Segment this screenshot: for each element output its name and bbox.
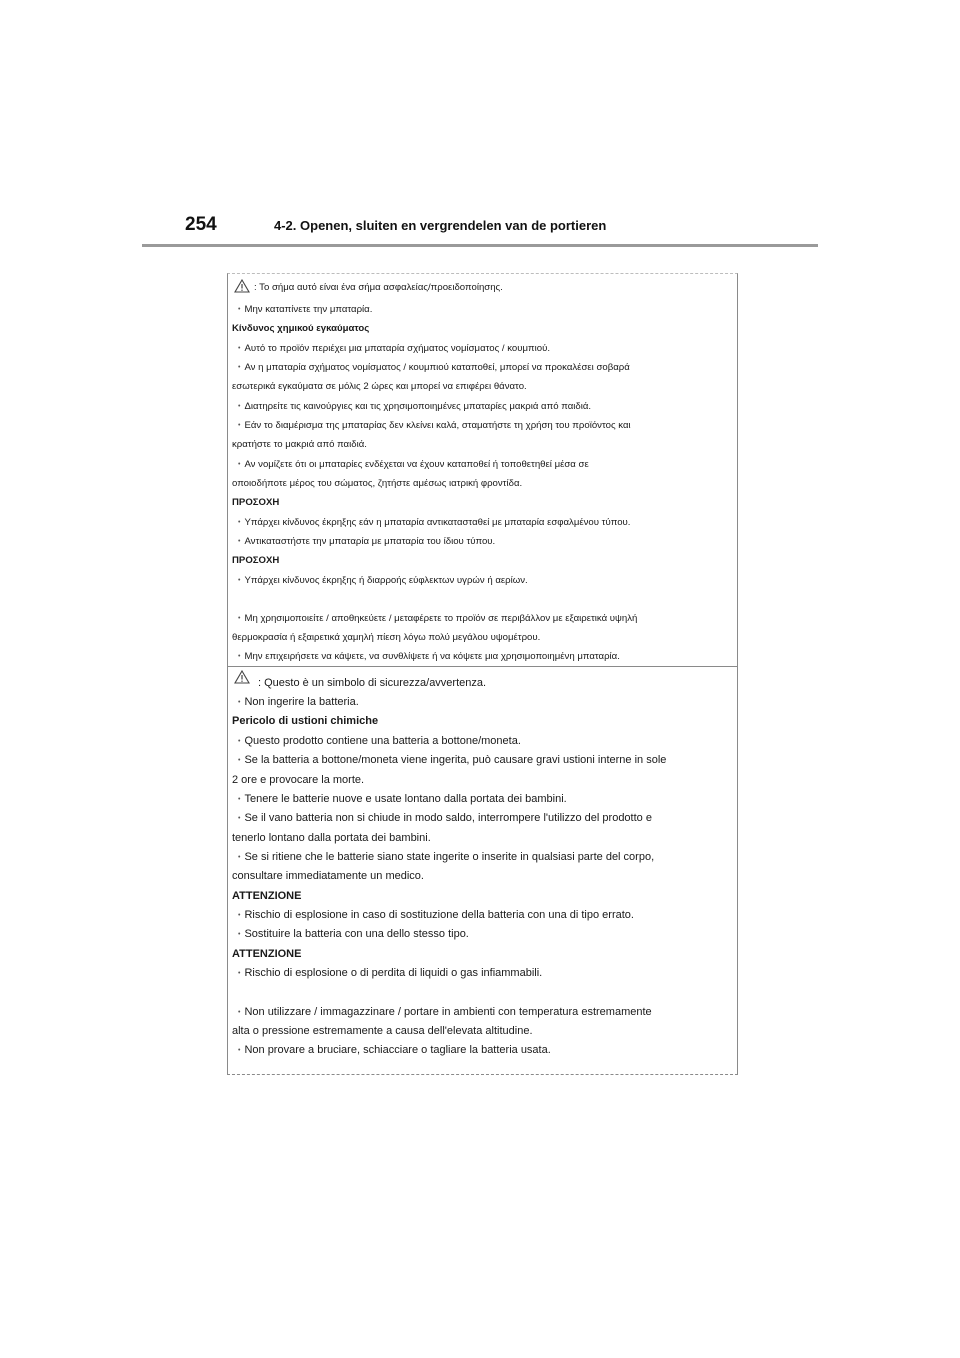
italian-warning-section (228, 667, 737, 1074)
list-item-continuation: εσωτερικά εγκαύματα σε μόλις 2 ώρες και μπορεί να επιφέρει θάνατο. (232, 381, 527, 392)
list-item: • Sostituire la batteria con una dello stesso tipo. (238, 928, 469, 940)
list-item-continuation: alta o pressione estremamente a causa dell'elevata altitudine. (232, 1025, 533, 1037)
list-item: • Tenere le batterie nuove e usate lontano dalla portata dei bambini. (238, 793, 567, 805)
list-item: • Υπάρχει κίνδυνος έκρηξης ή διαρροής εύφλεκτων υγρών ή αερίων. (238, 575, 528, 586)
greek-warning-section (228, 274, 737, 666)
warning-triangle-icon (234, 670, 250, 684)
list-item: • Non utilizzare / immagazzinare / portare in ambienti con temperatura estremamente (238, 1006, 652, 1018)
list-item: • Non provare a bruciare, schiacciare o tagliare la batteria usata. (238, 1044, 551, 1056)
list-item: • Υπάρχει κίνδυνος έκρηξης εάν η μπαταρία αντικατασταθεί με μπαταρία εσφαλμένου τύπου. (238, 517, 630, 528)
list-item-continuation: οποιοδήποτε μέρος του σώματος, ζητήστε αμέσως ιατρική φροντίδα. (232, 478, 523, 489)
page-number: 254 (185, 214, 217, 235)
list-item: • Αυτό το προϊόν περιέχει μια μπαταρία σχήματος νομίσματος / κουμπιού. (238, 343, 550, 354)
list-item: • Εάν το διαμέρισμα της μπαταρίας δεν κλείνει καλά, σταματήστε τη χρήση του προϊόντος και (238, 420, 631, 431)
list-item-continuation: 2 ore e provocare la morte. (232, 774, 365, 786)
list-item: • Αν νομίζετε ότι οι μπαταρίες ενδέχεται να έχουν καταποθεί ή τοποθετηθεί μέσα σε (238, 459, 589, 470)
list-item-continuation: θερμοκρασία ή εξαιρετικά χαμηλή πίεση λόγω πολύ μεγάλου υψομέτρου. (232, 632, 541, 643)
list-item: • Non ingerire la batteria. (238, 696, 359, 708)
list-item: • Αν η μπαταρία σχήματος νομίσματος / κουμπιού καταποθεί, μπορεί να προκαλέσει σοβαρά (238, 362, 630, 373)
section-heading: ATTENZIONE (232, 890, 302, 902)
battery-warning-box (227, 273, 738, 1075)
list-item: • Rischio di esplosione in caso di sostituzione della batteria con una di tipo errato. (238, 909, 634, 921)
list-item: • Διατηρείτε τις καινούργιες και τις χρησιμοποιημένες μπαταρίες μακριά από παιδιά. (238, 401, 591, 412)
section-heading: ATTENZIONE (232, 948, 302, 960)
list-item: • Μην επιχειρήσετε να κάψετε, να συνθλίψετε ή να κόψετε μια χρησιμοποιημένη μπαταρία. (238, 651, 620, 662)
list-item: • Se il vano batteria non si chiude in modo saldo, interrompere l'utilizzo del prodotto e (238, 812, 652, 824)
section-heading: ΠΡΟΣΟΧΗ (232, 497, 280, 508)
safety-symbol-text: : Το σήμα αυτό είναι ένα σήμα ασφαλείας/προειδοποίησης. (254, 282, 503, 293)
list-item-continuation: κρατήστε το μακριά από παιδιά. (232, 439, 367, 450)
list-item: • Αντικαταστήστε την μπαταρία με μπαταρία του ίδιου τύπου. (238, 536, 495, 547)
list-item: • Questo prodotto contiene una batteria a bottone/moneta. (238, 735, 521, 747)
list-item: • Μη χρησιμοποιείτε / αποθηκεύετε / μεταφέρετε το προϊόν σε περιβάλλον με εξαιρετικά υψηλή (238, 613, 637, 624)
page-header (142, 214, 818, 248)
list-item: • Se la batteria a bottone/moneta viene ingerita, può causare gravi ustioni interne in sole (238, 754, 666, 766)
list-item-continuation: tenerlo lontano dalla portata dei bambini. (232, 832, 431, 844)
safety-symbol-text: : Questo è un simbolo di sicurezza/avvertenza. (258, 677, 487, 689)
section-heading: ΠΡΟΣΟΧΗ (232, 555, 280, 566)
list-item: • Rischio di esplosione o di perdita di liquidi o gas infiammabili. (238, 967, 542, 979)
section-heading: Κίνδυνος χημικού εγκαύματος (232, 323, 370, 334)
section-heading: Pericolo di ustioni chimiche (232, 715, 379, 727)
header-rule (142, 244, 818, 247)
list-item-continuation: consultare immediatamente un medico. (232, 870, 424, 882)
warning-triangle-icon (234, 279, 250, 293)
chapter-title: 4-2. Openen, sluiten en vergrendelen van de portieren (274, 218, 607, 233)
list-item: • Μην καταπίνετε την μπαταρία. (238, 304, 372, 315)
list-item: • Se si ritiene che le batterie siano state ingerite o inserite in qualsiasi parte del corpo, (238, 851, 654, 863)
